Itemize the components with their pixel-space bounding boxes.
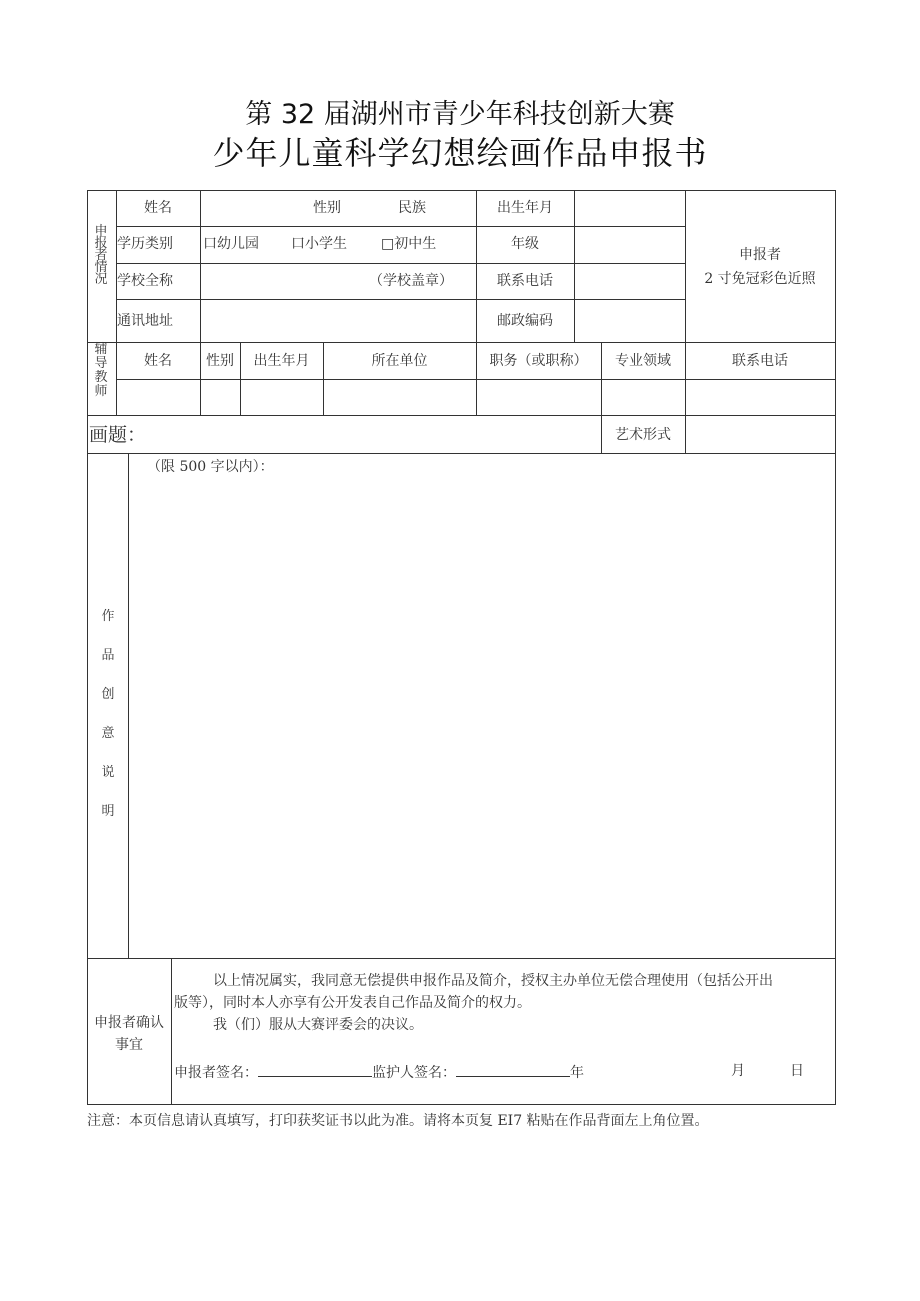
applicant-signature-line[interactable]: [258, 1062, 372, 1077]
application-form: [87, 190, 835, 1104]
school-label: 学校全称: [117, 273, 173, 289]
postcode-label: 邮政编码: [497, 313, 553, 329]
rule: [171, 958, 172, 1104]
edu-option-primary[interactable]: 口小学生: [291, 236, 347, 252]
address-label: 通讯地址: [117, 313, 173, 329]
work-title-field[interactable]: [147, 416, 601, 453]
teacher-field-label: 专业领域: [615, 353, 671, 369]
day-label: 日: [790, 1063, 804, 1079]
art-form-field[interactable]: [685, 416, 835, 453]
teacher-title-field[interactable]: [476, 380, 601, 415]
name-label: 姓名: [144, 200, 172, 216]
photo-label-line2: 2 寸免冠彩色近照: [704, 271, 816, 287]
ethnicity-label: 民族: [398, 200, 426, 216]
confirm-label-line1: 申报者确认: [94, 1015, 164, 1031]
teacher-name-label: 姓名: [144, 353, 172, 369]
applicant-signature-label: 申报者签名：: [174, 1065, 258, 1081]
edu-label: 学历类别: [117, 236, 173, 252]
confirm-para2: 我（们）服从大赛评委会的决议。: [213, 1017, 423, 1033]
phone-label: 联系电话: [497, 273, 553, 289]
teacher-birth-label: 出生年月: [253, 353, 310, 369]
photo-label-line1: 申报者: [739, 247, 781, 263]
teacher-phone-field[interactable]: [685, 380, 835, 415]
birth-label: 出生年月: [497, 200, 553, 216]
gender-label: 性别: [313, 200, 341, 216]
teacher-gender-field[interactable]: [200, 380, 240, 415]
rule: [87, 958, 835, 959]
border-right: [835, 190, 836, 1104]
teacher-section-label: 辅 导 教 师: [94, 342, 108, 399]
guardian-signature-label: 监护人签名：: [372, 1065, 456, 1081]
rule: [685, 190, 686, 342]
teacher-phone-label: 联系电话: [732, 353, 788, 369]
border-left: [87, 190, 88, 1104]
teacher-unit-field[interactable]: [323, 380, 476, 415]
teacher-name-field[interactable]: [116, 380, 200, 415]
birth-field[interactable]: [574, 190, 685, 226]
rule: [87, 453, 835, 454]
art-form-label: 艺术形式: [615, 427, 671, 443]
work-title-label: 画题：: [89, 424, 147, 446]
teacher-birth-field[interactable]: [240, 380, 323, 415]
confirm-para1-line2: 版等），同时本人亦享有公开发表自己作品及简介的权力。: [174, 995, 531, 1011]
teacher-gender-label: 性别: [206, 353, 234, 369]
applicant-section-label: 申 报 者 情 况: [94, 224, 108, 287]
year-label: 年: [570, 1065, 584, 1081]
confirm-label-line2: 事宜: [115, 1037, 143, 1053]
signature-row: [174, 1062, 584, 1082]
teacher-title-label: 职务（或职称）: [489, 353, 588, 369]
description-field[interactable]: [129, 480, 835, 956]
title-line2: 少年儿童科学幻想绘画作品申报书: [212, 134, 708, 172]
title-line1: 第 32 届湖州市青少年科技创新大赛: [245, 99, 675, 130]
footer-note: 注意：本页信息请认真填写，打印获奖证书以此为准。请将本页复 EI7 粘贴在作品背面左上角位置。: [87, 1113, 709, 1129]
guardian-signature-line[interactable]: [456, 1062, 570, 1077]
border-bottom: [87, 1104, 836, 1105]
edu-option-junior[interactable]: □初中生: [381, 236, 437, 252]
school-stamp-label: （学校盖章）: [369, 273, 453, 289]
description-hint: （限 500 字以内）：: [147, 459, 274, 475]
teacher-unit-label: 所在单位: [371, 353, 428, 369]
month-label: 月: [731, 1063, 745, 1079]
work-description-label: 作 品 创 意 说 明: [101, 609, 115, 819]
grade-field[interactable]: [574, 227, 685, 263]
edu-option-kindergarten[interactable]: 口幼儿园: [203, 236, 259, 252]
phone-field[interactable]: [574, 264, 685, 299]
confirm-para1-line1: 以上情况属实，我同意无偿提供申报作品及简介，授权主办单位无偿合理使用（包括公开出: [213, 973, 773, 989]
teacher-specialty-field[interactable]: [601, 380, 685, 415]
postcode-field[interactable]: [574, 300, 685, 342]
address-field[interactable]: [200, 300, 476, 342]
grade-label: 年级: [511, 236, 539, 252]
